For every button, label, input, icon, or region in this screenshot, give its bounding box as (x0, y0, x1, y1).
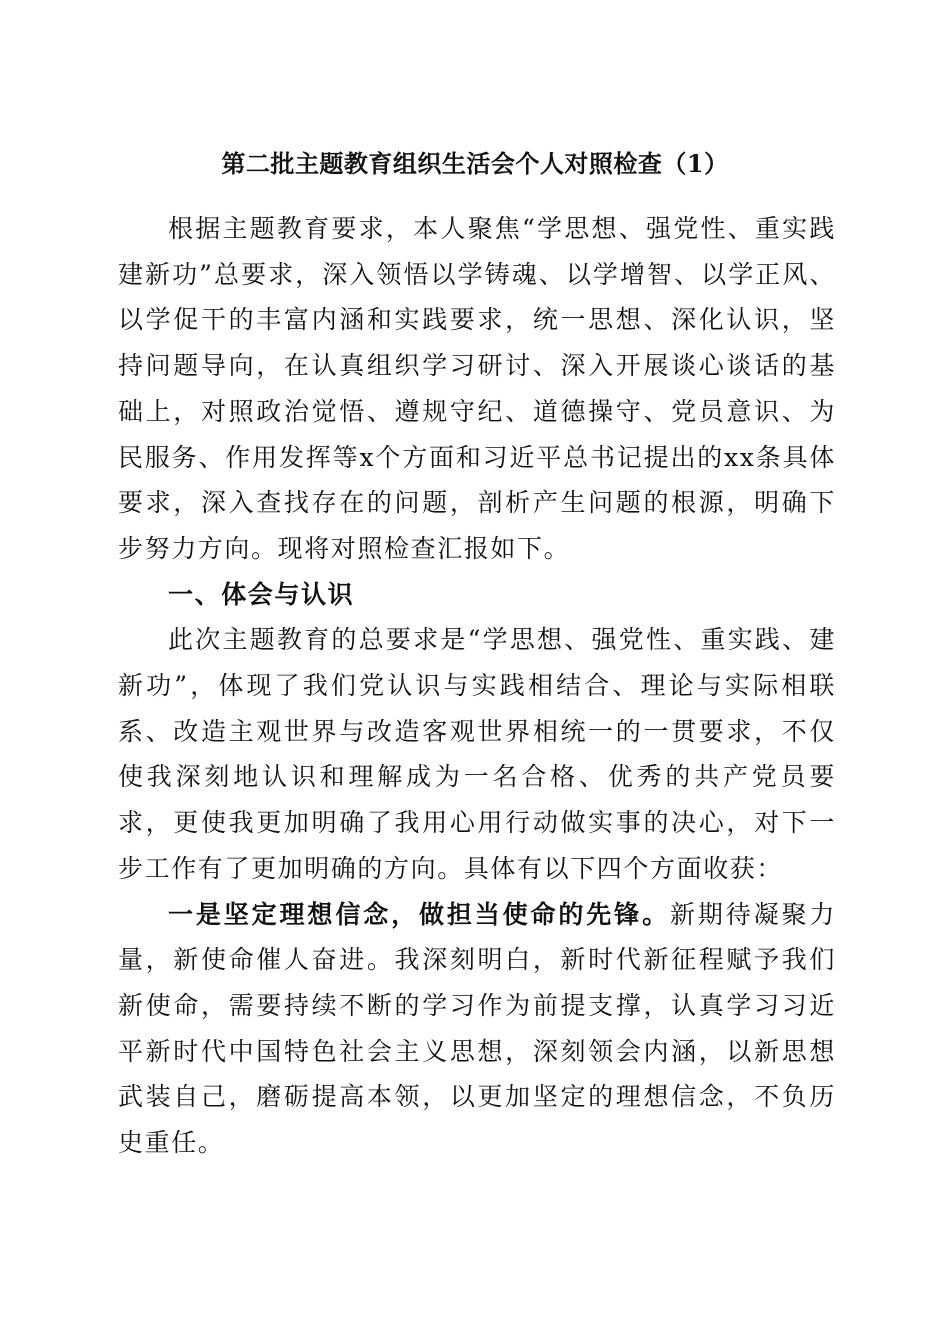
point-1-text: 新期待凝聚力量，新使命催人奋进。我深刻明白，新时代新征程赋予我们新使命，需要持续不断的学习作为前提支撑，认真学习习近平新时代中国特色社会主义思想，深刻领会内涵，以新思想武装自己，磨砺提高本领，以更加坚定的理想信念，不负历史重任。 (118, 899, 836, 1158)
section-1-paragraph: 此次主题教育的总要求是“学思想、强党性、重实践、建新功”，体现了我们党认识与实践相结合、理论与实际相联系、改造主观世界与改造客观世界相统一的一贯要求，不仅使我深刻地认识和理解成为一名合格、优秀的共产党员要求，更使我更加明确了我用心用行动做实事的决心，对下一步工作有了更加明确的方向。具体有以下四个方面收获： (118, 625, 836, 883)
intro-paragraph: 根据主题教育要求，本人聚焦“学思想、强党性、重实践建新功”总要求，深入领悟以学铸魂、以学增智、以学正风、以学促干的丰富内涵和实践要求，统一思想、深化认识，坚持问题导向，在认真组织学习研讨、深入开展谈心谈话的基础上，对照政治觉悟、遵规守纪、道德操守、党员意识、为民服务、作用发挥等x个方面和习近平总书记提出的xx条具体要求，深入查找存在的问题，剖析产生问题的根源，明确下步努力方向。现将对照检查汇报如下。 (118, 214, 836, 563)
point-1-lead: 一是坚定理想信念，做担当使命的先锋。 (168, 899, 670, 929)
document-body (118, 206, 836, 1166)
section-1-point-1 (118, 892, 836, 1166)
document-title: 第二批主题教育组织生活会个人对照检查（1） (221, 149, 729, 178)
section-heading-1: 一、体会与认识 (168, 579, 355, 609)
